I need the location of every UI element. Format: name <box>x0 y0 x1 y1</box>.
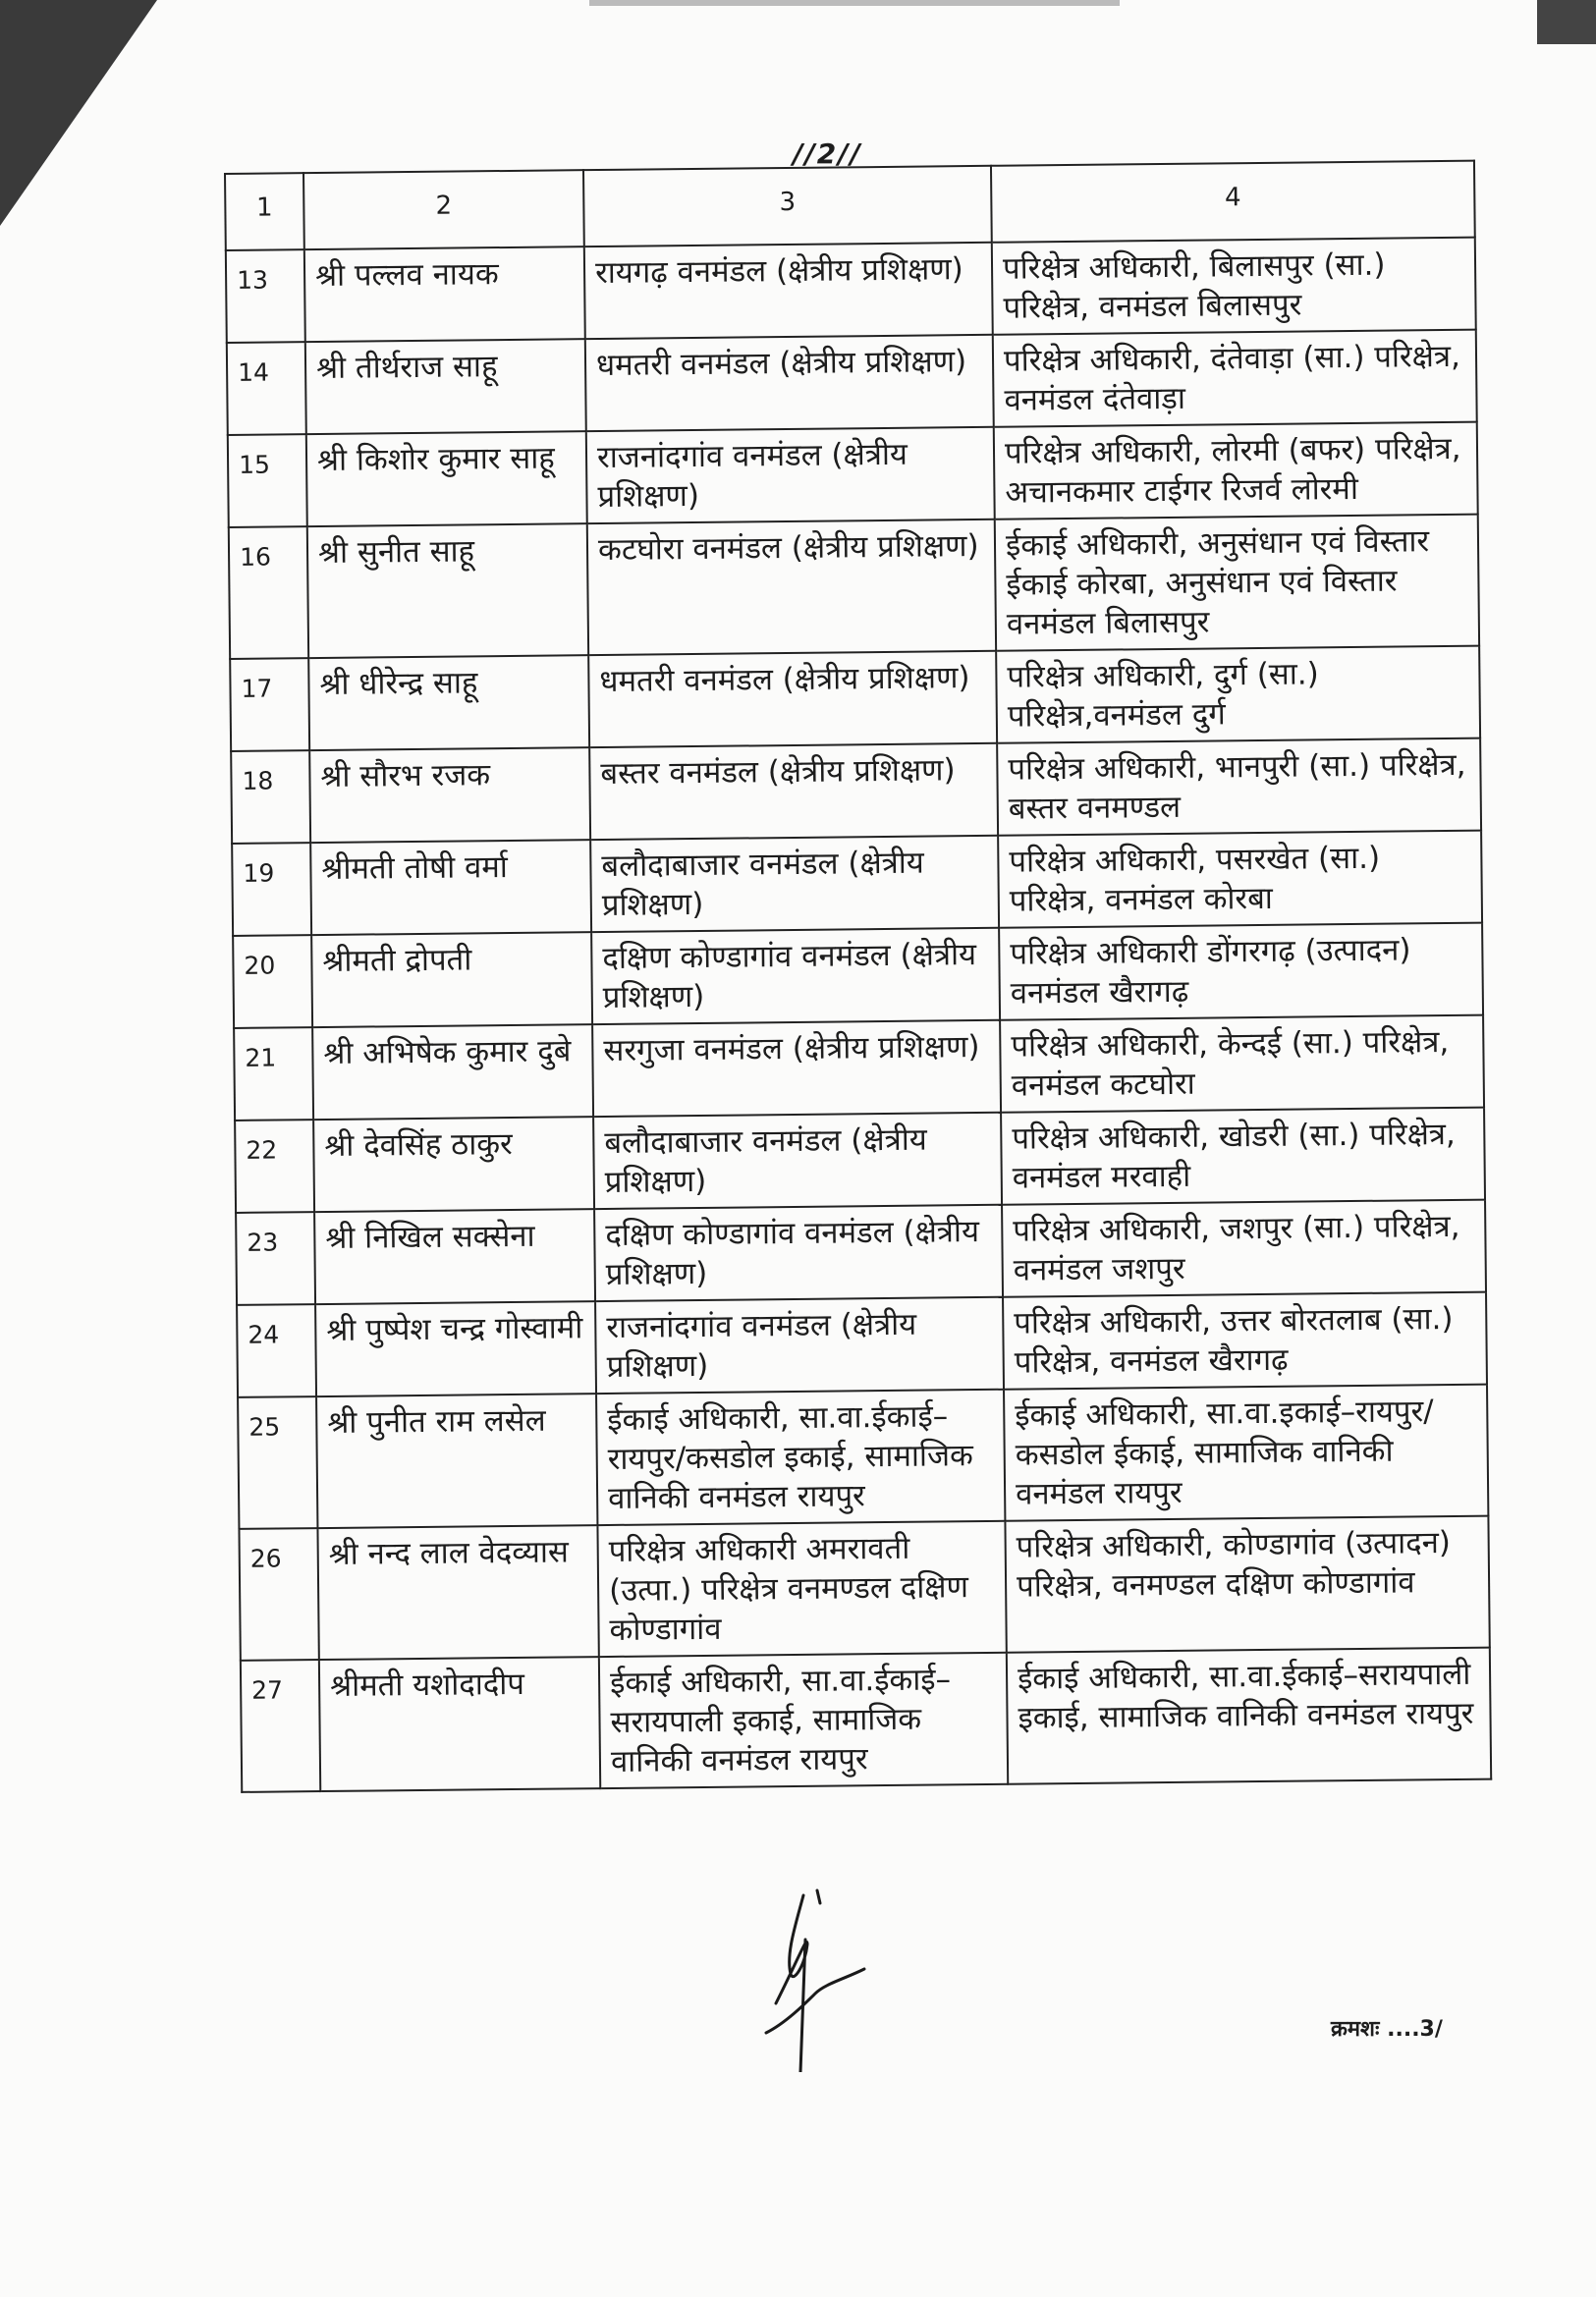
cell-officer-name: श्री तीर्थराज साहू <box>305 339 586 434</box>
signature-image <box>746 1886 884 2072</box>
cell-new-posting: परिक्षेत्र अधिकारी, दुर्ग (सा.) परिक्षेत्र,वनमंडल दुर्ग <box>996 646 1480 743</box>
cell-officer-name: श्री सौरभ रजक <box>309 747 590 843</box>
cell-officer-name: श्री पुष्पेश चन्द्र गोस्वामी <box>315 1301 596 1396</box>
table-row <box>239 1516 1489 1661</box>
table-row <box>230 646 1480 751</box>
cell-current-posting: ईकाई अधिकारी, सा.वा.ईकाई–रायपुर/कसडोल इकाई, सामाजिक वानिकी वनमंडल रायपुर <box>596 1390 1005 1525</box>
cell-officer-name: श्री अभिषेक कुमार दुबे <box>312 1024 593 1120</box>
cell-officer-name: श्री देवसिंह ठाकुर <box>313 1117 594 1212</box>
cell-current-posting: बलौदाबाजार वनमंडल (क्षेत्रीय प्रशिक्षण) <box>590 836 999 932</box>
cell-serial-number: 18 <box>231 750 310 844</box>
cell-serial-number: 25 <box>238 1396 317 1529</box>
cell-new-posting: परिक्षेत्र अधिकारी, बिलासपुर (सा.) परिक्षेत्र, वनमंडल बिलासपुर <box>992 238 1476 335</box>
table-header-row <box>225 161 1475 250</box>
cell-officer-name: श्री सुनीत साहू <box>307 523 588 658</box>
cell-new-posting: परिक्षेत्र अधिकारी, भानपुरी (सा.) परिक्षेत्र, बस्तर वनमण्डल <box>997 738 1481 836</box>
cell-serial-number: 21 <box>234 1027 313 1121</box>
cell-new-posting: ईकाई अधिकारी, सा.वा.ईकाई–सरायपाली इकाई, सामाजिक वानिकी वनमंडल रायपुर <box>1007 1648 1491 1784</box>
cell-current-posting: दक्षिण कोण्डागांव वनमंडल (क्षेत्रीय प्रशिक्षण) <box>591 928 1000 1024</box>
table-row <box>241 1648 1491 1792</box>
header-col-4: 4 <box>991 161 1475 243</box>
cell-current-posting: परिक्षेत्र अधिकारी अमरावती (उत्पा.) परिक्षेत्र वनमण्डल दक्षिण कोण्डागांव <box>597 1521 1006 1657</box>
cell-new-posting: ईकाई अधिकारी, सा.वा.इकाई–रायपुर/कसडोल ईकाई, सामाजिक वानिकी वनमंडल रायपुर <box>1004 1385 1488 1521</box>
cell-current-posting: बस्तर वनमंडल (क्षेत्रीय प्रशिक्षण) <box>589 743 998 840</box>
cell-serial-number: 23 <box>236 1212 315 1305</box>
cell-current-posting: राजनांदगांव वनमंडल (क्षेत्रीय प्रशिक्षण) <box>586 427 995 523</box>
transfer-table <box>224 160 1492 1793</box>
cell-current-posting: ईकाई अधिकारी, सा.वा.ईकाई–सरायपाली इकाई, सामाजिक वानिकी वनमंडल रायपुर <box>599 1653 1008 1788</box>
cell-new-posting: परिक्षेत्र अधिकारी, कोण्डागांव (उत्पादन) परिक्षेत्र, वनमण्डल दक्षिण कोण्डागांव <box>1005 1516 1489 1653</box>
table-row <box>227 330 1477 435</box>
cell-officer-name: श्रीमती तोषी वर्मा <box>310 840 591 935</box>
table-body <box>226 238 1491 1792</box>
header-col-2: 2 <box>303 170 584 249</box>
cell-current-posting: रायगढ़ वनमंडल (क्षेत्रीय प्रशिक्षण) <box>584 243 993 339</box>
table-row <box>234 1015 1484 1121</box>
table-row <box>228 422 1478 527</box>
continued-note: क्रमशः ....3/ <box>1331 2017 1443 2042</box>
cell-officer-name: श्री धीरेन्द्र साहू <box>308 655 589 750</box>
cell-officer-name: श्री किशोर कुमार साहू <box>306 431 587 526</box>
cell-serial-number: 16 <box>229 526 308 659</box>
cell-serial-number: 14 <box>227 342 306 435</box>
table-row <box>237 1292 1487 1397</box>
page-number: //2// <box>793 137 862 170</box>
scan-shadow-top-left <box>0 0 157 226</box>
cell-new-posting: परिक्षेत्र अधिकारी, खोडरी (सा.) परिक्षेत्र, वनमंडल मरवाही <box>1001 1108 1485 1205</box>
cell-current-posting: बलौदाबाजार वनमंडल (क्षेत्रीय प्रशिक्षण) <box>593 1113 1002 1209</box>
cell-new-posting: परिक्षेत्र अधिकारी, लोरमी (बफर) परिक्षेत्र, अचानकमार टाईगर रिजर्व लोरमी <box>994 422 1478 520</box>
table-row <box>226 238 1476 343</box>
cell-serial-number: 13 <box>226 249 305 343</box>
cell-current-posting: राजनांदगांव वनमंडल (क्षेत्रीय प्रशिक्षण) <box>595 1297 1004 1394</box>
cell-serial-number: 26 <box>239 1528 318 1661</box>
cell-officer-name: श्री नन्द लाल वेदव्यास <box>317 1525 598 1660</box>
table-row <box>231 738 1481 844</box>
cell-serial-number: 22 <box>235 1120 314 1213</box>
cell-serial-number: 24 <box>237 1304 316 1397</box>
cell-officer-name: श्रीमती द्रोपती <box>311 932 592 1027</box>
cell-current-posting: धमतरी वनमंडल (क्षेत्रीय प्रशिक्षण) <box>588 651 997 747</box>
table-row <box>232 831 1482 936</box>
scan-shadow-top-right <box>1537 0 1596 44</box>
table-row <box>233 923 1483 1028</box>
cell-new-posting: परिक्षेत्र अधिकारी, जशपुर (सा.) परिक्षेत्र, वनमंडल जशपुर <box>1002 1200 1486 1297</box>
cell-current-posting: धमतरी वनमंडल (क्षेत्रीय प्रशिक्षण) <box>585 335 994 431</box>
cell-serial-number: 20 <box>233 935 312 1028</box>
cell-serial-number: 17 <box>230 658 309 751</box>
cell-new-posting: परिक्षेत्र अधिकारी, उत्तर बोरतलाब (सा.) परिक्षेत्र, वनमंडल खैरागढ़ <box>1003 1292 1487 1390</box>
cell-current-posting: दक्षिण कोण्डागांव वनमंडल (क्षेत्रीय प्रशिक्षण) <box>594 1205 1003 1301</box>
header-col-1: 1 <box>225 173 304 250</box>
table-row <box>238 1385 1488 1529</box>
cell-current-posting: कटघोरा वनमंडल (क्षेत्रीय प्रशिक्षण) <box>587 520 996 655</box>
cell-new-posting: परिक्षेत्र अधिकारी, पसरखेत (सा.) परिक्षेत्र, वनमंडल कोरबा <box>998 831 1482 928</box>
cell-officer-name: श्री निखिल सक्सेना <box>314 1209 595 1304</box>
cell-new-posting: परिक्षेत्र अधिकारी, केन्दई (सा.) परिक्षेत्र, वनमंडल कटघोरा <box>1000 1015 1484 1113</box>
cell-current-posting: सरगुजा वनमंडल (क्षेत्रीय प्रशिक्षण) <box>592 1020 1001 1117</box>
cell-serial-number: 19 <box>232 843 311 936</box>
cell-new-posting: परिक्षेत्र अधिकारी डोंगरगढ़ (उत्पादन) वनमंडल खैरागढ़ <box>999 923 1483 1020</box>
cell-serial-number: 15 <box>228 434 307 527</box>
table-row <box>229 515 1479 659</box>
header-col-3: 3 <box>583 166 992 246</box>
cell-officer-name: श्रीमती यशोदादीप <box>319 1657 600 1791</box>
cell-new-posting: ईकाई अधिकारी, अनुसंधान एवं विस्तार ईकाई कोरबा, अनुसंधान एवं विस्तार वनमंडल बिलासपुर <box>995 515 1479 651</box>
cell-serial-number: 27 <box>241 1660 320 1792</box>
cell-new-posting: परिक्षेत्र अधिकारी, दंतेवाड़ा (सा.) परिक्षेत्र, वनमंडल दंतेवाड़ा <box>993 330 1477 427</box>
table-row <box>236 1200 1486 1305</box>
cell-officer-name: श्री पल्लव नायक <box>304 246 585 342</box>
table-row <box>235 1108 1485 1213</box>
cell-officer-name: श्री पुनीत राम लसेल <box>316 1394 597 1528</box>
scan-top-strip <box>589 0 1120 6</box>
